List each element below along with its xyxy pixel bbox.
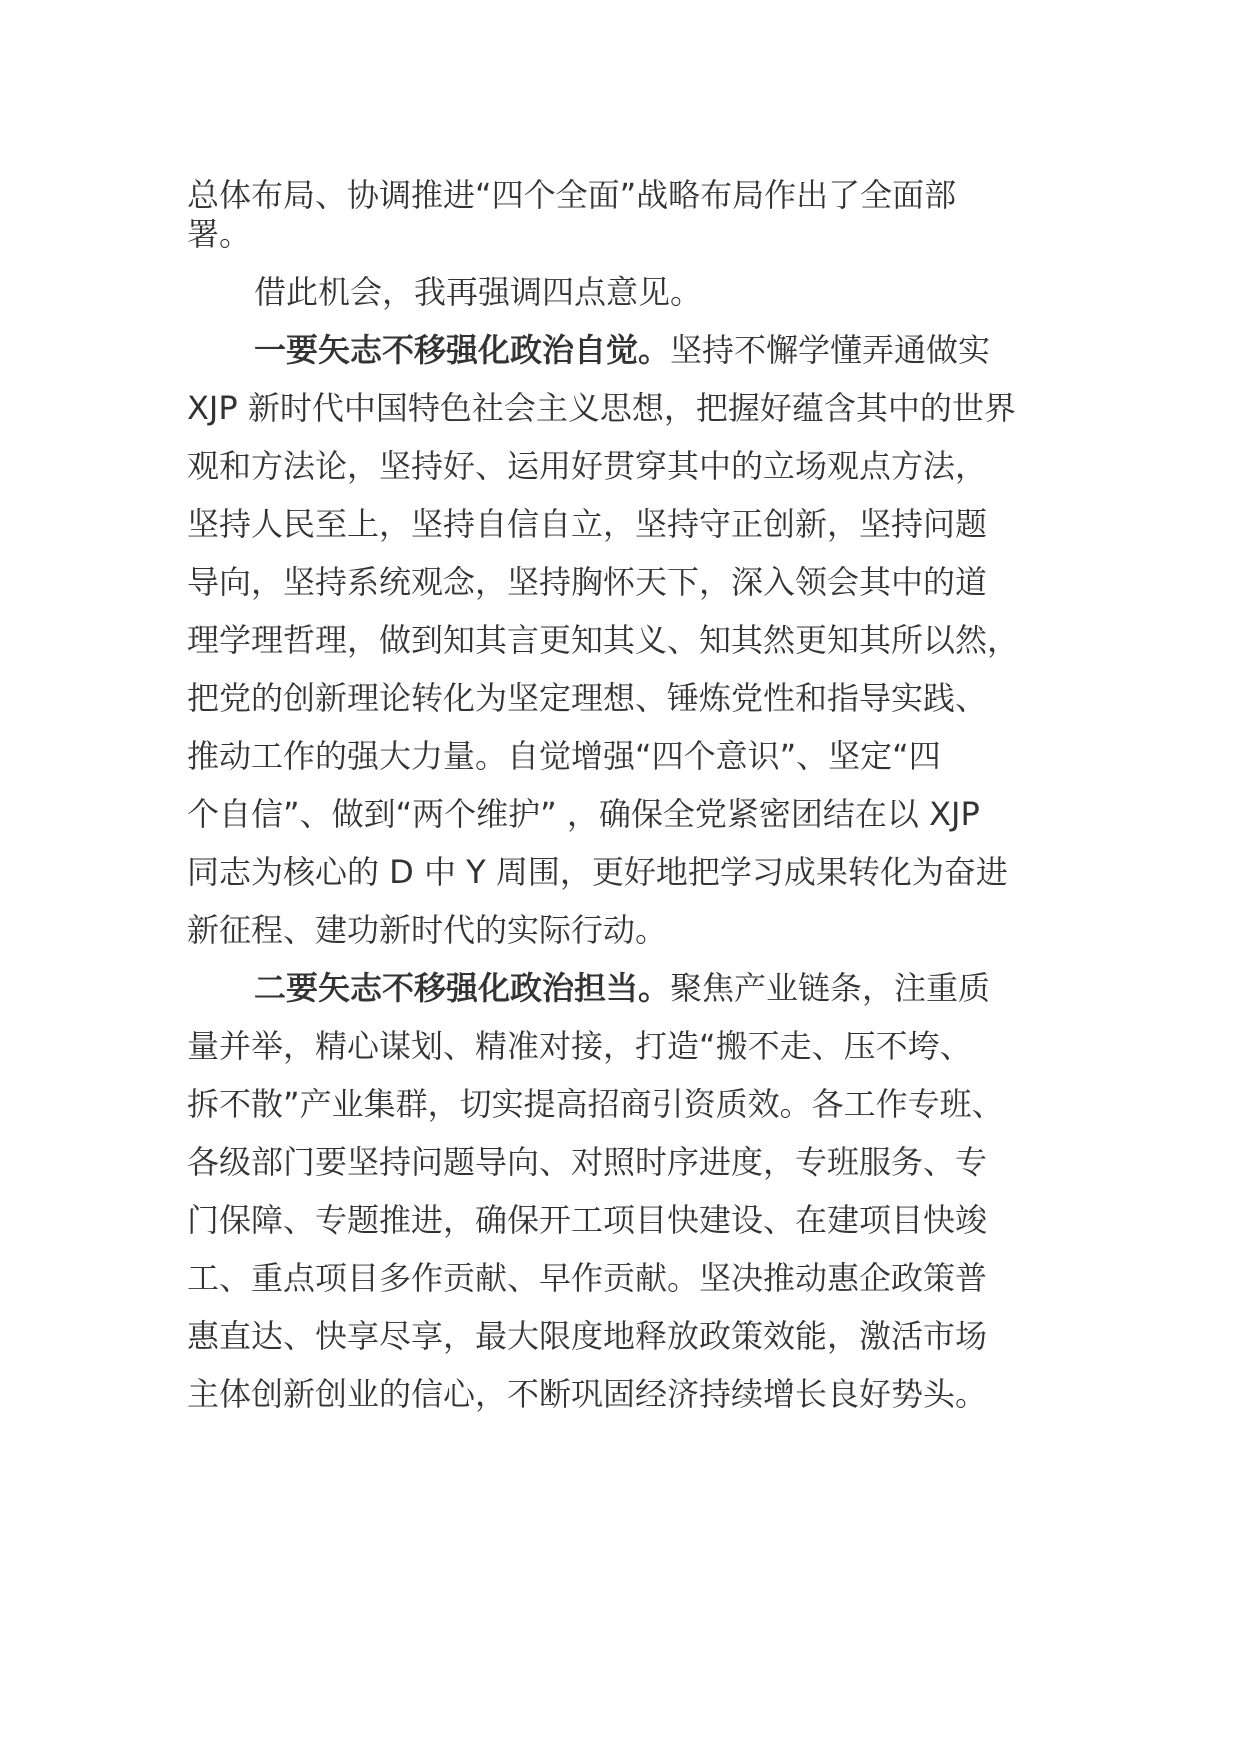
- line-text: 新征程、建功新时代的实际行动。: [187, 911, 668, 949]
- line-text: 同志为核心的 D 中 Y 周围，更好地把学习成果转化为奋进: [187, 853, 1008, 891]
- line-text: 量并举，精心谋划、精准对接，打造“搬不走、压不垮、: [187, 1027, 972, 1065]
- text-line: [187, 386, 1016, 430]
- line-text: 个自信”、做到“两个维护” ，确保全党紧密团结在以 XJP: [187, 795, 980, 833]
- line-text: 观和方法论，坚持好、运用好贯穿其中的立场观点方法，: [187, 447, 988, 485]
- text-line: [187, 444, 987, 488]
- line-text: 惠直达、快享尽享，最大限度地释放政策效能，激活市场: [187, 1317, 988, 1355]
- line-text: 导向，坚持系统观念，坚持胸怀天下，深入领会其中的道: [187, 563, 988, 601]
- section-2-first-line: [254, 966, 990, 1010]
- text-line: [187, 1256, 987, 1300]
- line-text: 各级部门要坚持问题导向、对照时序进度，专班服务、专: [187, 1143, 988, 1181]
- text-line: [187, 618, 1019, 662]
- line-text: 署。: [187, 215, 252, 253]
- line-text: 坚持人民至上，坚持自信自立，坚持守正创新，坚持问题: [187, 505, 988, 543]
- line-text: 门保障、专题推进，确保开工项目快建设、在建项目快竣: [187, 1201, 988, 1239]
- line-text: 把党的创新理论转化为坚定理想、锤炼党性和指导实践、: [187, 679, 988, 717]
- section-heading: 二要矢志不移强化政治担当。: [254, 969, 671, 1007]
- line-text: 推动工作的强大力量。自觉增强“四个意识”、坚定“四: [187, 737, 941, 775]
- line-text: 总体布局、协调推进“四个全面”战略布局作出了全面部: [187, 176, 957, 214]
- text-line: [187, 212, 251, 256]
- text-line: [187, 1082, 1004, 1126]
- line-text: 坚持不懈学懂弄通做实: [670, 331, 991, 369]
- line-text: XJP 新时代中国特色社会主义思想，把握好蕴含其中的世界: [187, 389, 1016, 427]
- text-line: [187, 1314, 987, 1358]
- text-line: [187, 792, 980, 836]
- text-line: [187, 173, 956, 217]
- text-line: [187, 1372, 987, 1416]
- text-line: [187, 1198, 987, 1242]
- line-text: 工、重点项目多作贡献、早作贡献。坚决推动惠企政策普: [187, 1259, 988, 1297]
- line-text: 借此机会，我再强调四点意见。: [254, 273, 703, 311]
- text-line: [187, 734, 941, 778]
- section-heading: 一要矢志不移强化政治自觉。: [254, 331, 671, 369]
- text-line: [187, 908, 667, 952]
- text-line: [187, 1024, 972, 1068]
- line-text: 聚焦产业链条，注重质: [670, 969, 991, 1007]
- section-1-first-line: [254, 328, 990, 372]
- text-line: [187, 850, 1008, 894]
- text-line: [254, 270, 702, 314]
- line-text: 主体创新创业的信心，不断巩固经济持续增长良好势头。: [187, 1375, 988, 1413]
- text-line: [187, 502, 987, 546]
- text-line: [187, 676, 987, 720]
- text-line: [187, 1140, 987, 1184]
- line-text: 拆不散”产业集群，切实提高招商引资质效。各工作专班、: [187, 1085, 1004, 1123]
- text-line: [187, 560, 987, 604]
- line-text: 理学理哲理，做到知其言更知其义、知其然更知其所以然，: [187, 621, 1020, 659]
